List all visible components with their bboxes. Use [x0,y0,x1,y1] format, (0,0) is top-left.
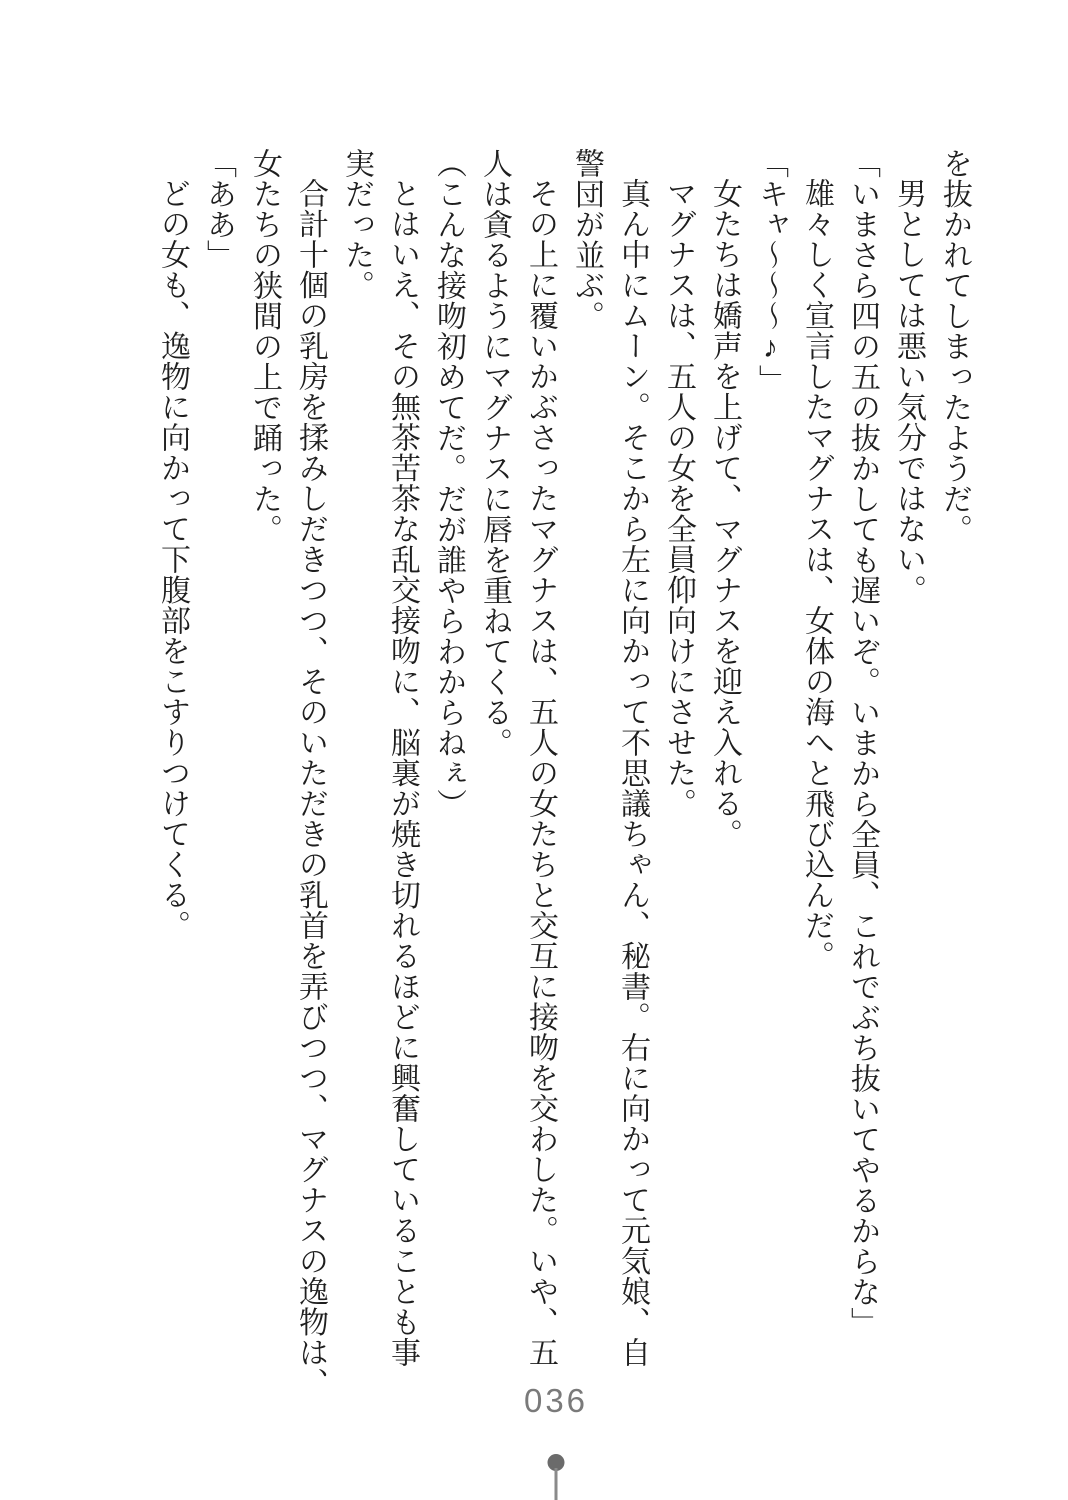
text-line: とはいえ、その無茶苦茶な乱交接吻に、脳裏が焼き切れるほどに興奮していることも事 [386,178,419,1368]
ornament-line [555,1468,558,1500]
text-line: 実だった。 [340,148,373,301]
text-line: 女たちの狭間の上で踊った。 [248,148,281,545]
text-line: 合計十個の乳房を揉みしだきつつ、そのいただきの乳首を弄びつつ、マグナスの逸物は、 [294,178,327,1398]
text-line: 女たちは嬌声を上げて、マグナスを迎え入れる。 [708,178,741,849]
text-line: 「ああ」 [202,148,235,270]
text-line: 「キャ〜〜〜♪」 [754,148,787,395]
text-line: （こんな接吻初めてだ。だが誰やらわからねぇ） [432,148,465,819]
text-line: 男としては悪い気分ではない。 [892,178,925,605]
text-line: その上に覆いかぶさったマグナスは、五人の女たちと交互に接吻を交わした。いや、五 [524,178,557,1368]
text-line: を抜かれてしまったようだ。 [938,148,971,545]
text-line: 「いまさら四の五の抜かしても遅いぞ。いまから全員、これでぶち抜いてやるからな」 [846,148,879,1338]
text-line: 真ん中にムーン。そこから左に向かって不思議ちゃん、秘書。右に向かって元気娘、自 [616,178,649,1368]
text-block [149,148,977,1398]
page-number: 036 [523,1382,589,1419]
text-line: マグナスは、五人の女を全員仰向けにさせた。 [662,178,695,819]
text-line: 人は貪るようにマグナスに唇を重ねてくる。 [478,148,511,758]
text-line: 警団が並ぶ。 [570,148,603,331]
text-line: 雄々しく宣言したマグナスは、女体の海へと飛び込んだ。 [800,178,833,971]
text-line: どの女も、逸物に向かって下腹部をこすりつけてくる。 [156,178,189,941]
